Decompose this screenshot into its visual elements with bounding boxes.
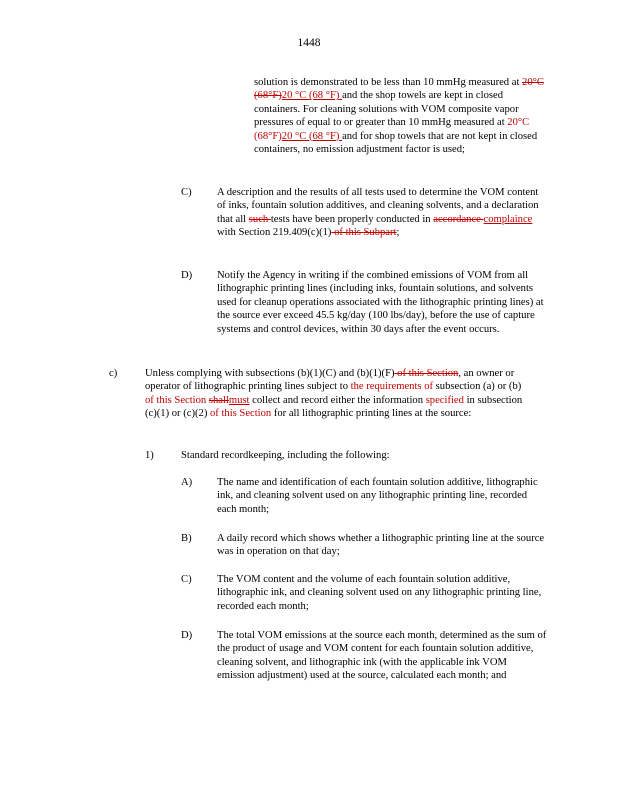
text-run: A description and the results of all tests used to determine the VOM content of inks, fountain solution additives, and cleaning solvents, and a declaration that all [217,187,539,225]
item-label: D) [181,630,193,641]
list-item: The total VOM emissions at the source each month, determined as the sum of the product of usage and VOM content for each fountain solution additive, cleaning solvent, and lithographic ink (with the applicable ink VOM emission adjustment) used at the source, calculated each month; and [217,630,547,682]
item-label: B) [181,533,192,544]
continuation-paragraph [254,76,546,156]
inserted-text: the requirements of [350,381,434,393]
text-run: with Section 219.409(c)(1) [217,227,332,239]
item-label: c) [109,368,118,379]
item-label: C) [181,187,192,198]
item-b-c-paragraph [217,186,547,240]
text-run: solution is demonstrated to be less than 10 mmHg measured at [254,77,523,88]
deleted-text: 20°C (68°F) [254,77,544,102]
inserted-text: 20 °C (68 °F) [281,90,343,102]
page-number: 1448 [297,37,321,49]
item-label: D) [181,270,193,281]
inserted-text: of this Section [145,394,209,406]
inserted-text: of this Section [210,408,274,420]
item-c-paragraph [145,367,525,421]
list-item: The name and identification of each fountain solution additive, lithographic ink, and cleaning solvent used on any lithographic printing line, recorded each month; [217,477,538,515]
inserted-text: complaince [483,213,533,225]
deleted-text: shall [208,394,229,406]
item-label: 1) [145,450,154,461]
deleted-text: such [248,213,271,225]
text-run: in subsection (c)(1) or (c)(2) [145,394,523,420]
inserted-text: 20 °C (68 °F) [281,130,343,142]
deleted-text: of this Section [394,368,459,379]
text-run: tests have been properly conducted in [270,213,434,225]
item-b-d-paragraph: Notify the Agency in writing if the combined emissions of VOM from all lithographic printing lines (including inks, fountain solutions, and solvents used for cleanup operations associated with the lithographic printing lines) at the source ever exceed 45.5 kg/day (100 lbs/day), before the use of capture systems and control devices, within 30 days after the event occurs. [217,270,544,335]
text-run: , an owner or operator of lithographic printing lines subject to [145,368,515,393]
text-run: collect and record either the information [249,394,426,406]
inserted-text: specified [425,394,464,406]
list-item: The VOM content and the volume of each fountain solution additive, lithographic ink, and cleaning solvent used on any lithographic printing line, recorded each month; [217,574,542,612]
text-run: and the shop towels are kept in closed containers. For cleaning solutions with VOM composite vapor pressures of equal to or greater than 10 mmHg measured at [254,90,519,129]
deleted-text: accordance [433,213,484,225]
inserted-text: 20°C (68°F) [254,117,530,142]
item-label: A) [181,477,193,488]
text-run: subsection (a) or (b) [433,381,522,393]
text-run: ; [396,227,400,239]
text-run: for all lithographic printing lines at the source: [273,408,472,420]
text-run: Unless complying with subsections (b)(1)(C) and (b)(1)(F) [145,368,395,379]
list-item: A daily record which shows whether a lithographic printing line at the source was in operation on that day; [217,533,545,558]
item-label: C) [181,574,192,585]
inserted-text: must [228,394,250,406]
deleted-text: of this Subpart [331,227,397,239]
text-run: and for shop towels that are not kept in closed containers, no emission adjustment factor is used; [254,130,538,156]
item-c-1-paragraph: Standard recordkeeping, including the following: [181,450,390,461]
